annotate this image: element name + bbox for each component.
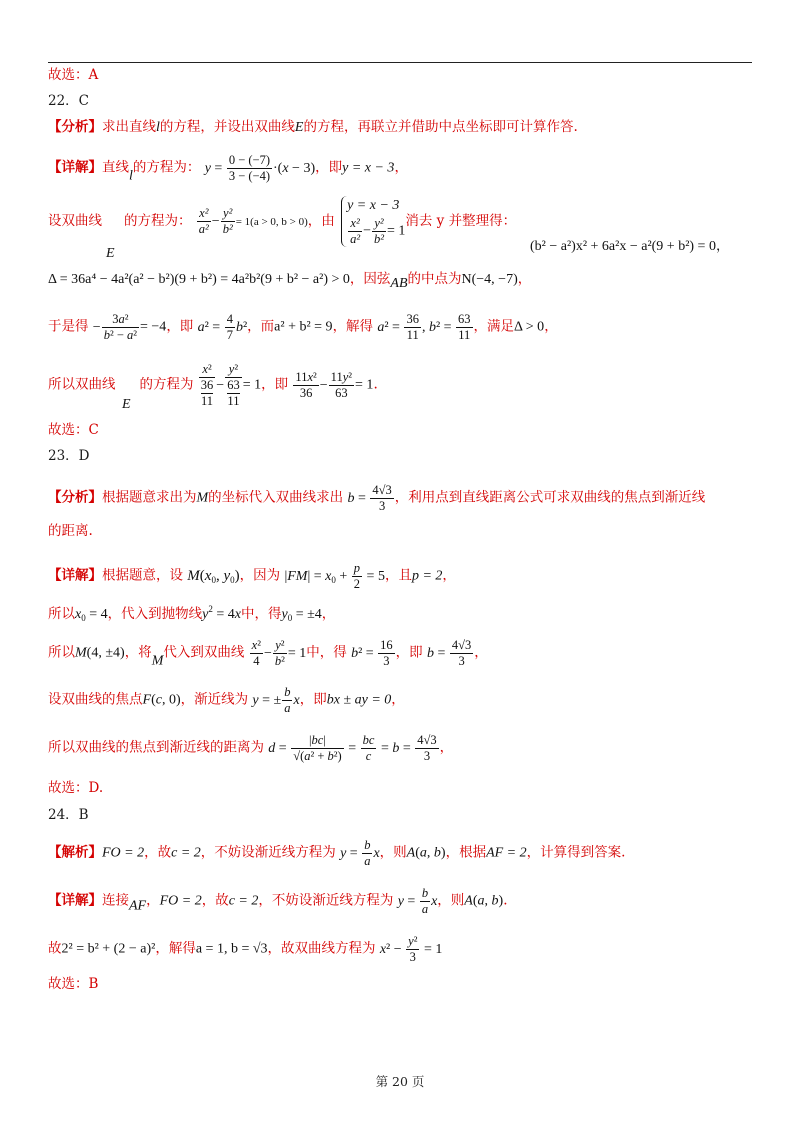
header-rule (48, 62, 752, 63)
question-24-heading: 24．B (48, 807, 89, 823)
detail-23-substitute: 所以M(4, ±4)，将M代入到双曲线 $\frac{\text{x²}}{4}$ − $\frac{\text{y²}}{\text{b²}}$ = 1中，得 b² = $\frac{16}{3}$ ，即 b = $\frac{4√3}{3}$ ， (48, 638, 488, 669)
detail-23-distance: 所以双曲线的焦点到渐近线的距离为 d = $\frac{|bc|}{\text{√(a² + b²)}}$ = $\frac{bc}{c}$ = b = $\frac{4√3}{3}$ ， (48, 733, 454, 763)
analysis-24: 【解析】FO = 2，故c = 2，不妨设渐近线方程为 y = $\frac{b}{a}$ x，则A(a, b)，根据AF = 2，计算得到答案. (48, 838, 626, 868)
detail-24-solve: 故2² = b² + (2 − a)²，解得a = 1, b = √3，故双曲线方程为 x² − $\frac{\text{y²}}{3}$ = 1 (48, 934, 443, 964)
answer-a: 故选：A (48, 67, 99, 83)
answer-b: 故选：B (48, 976, 99, 992)
detail-23: 【详解】根据题意，设 $M(x_0$, $y_0$)，因为 $|FM| = x_0$ + $\frac{p}{2}$ = 5，且p = 2， (48, 561, 456, 591)
detail-22-solve: 于是得 − $\frac{\text{3a²}}{\text{b² − a²}}$ = −4，即 a² = $\frac{4}{7}$ b²，而a² + b² = 9，解得 a² = $\frac{36}{11}$ , b² = $\frac{63}{11}$ ，满足Δ > 0， (48, 312, 558, 342)
question-22-heading: 22．C (48, 93, 90, 109)
detail-23-x0: 所以$x_0 = 4$，代入到抛物线$y^2 = 4x$中，得$y_0 = \pm 4$， (48, 604, 336, 623)
detail-22-line: 【详解】直线l的方程为： y = $\frac{0 - (-7)}{3 - (-4)}$ ·(x − 3)，即y = x − 3， (48, 153, 408, 184)
analysis-23-cont: 的距离. (48, 523, 93, 539)
detail-22-final-equation: 所以双曲线 的方程为 x² 36 11 − y² 63 11 = 1，即 $\frac{\text{11x²}}{36}$ − $\frac{\text{11y²}}{63}$ = 1. (48, 362, 378, 408)
page-number: 第 20 页 (375, 1074, 425, 1089)
question-23-heading: 23．D (48, 448, 90, 464)
detail-23-focus: 设双曲线的焦点F(c, 0)，渐近线为 y = ± $\frac{b}{a}$ x，即bx ± ay = 0， (48, 685, 405, 715)
detail-22-E-label: E (106, 246, 115, 261)
analysis-22: 【分析】求出直线l的方程，并设出双曲线E的方程，再联立并借助中点坐标即可计算作答. (48, 119, 578, 135)
analysis-23: 【分析】根据题意求出为M的坐标代入双曲线求出 b = $\frac{4√3}{3}$ ，利用点到直线距离公式可求双曲线的焦点到渐近线 (48, 483, 706, 513)
detail-22-hyperbola-setup: 设双曲线 的方程为： $\frac{\text{x²}}{\text{a²}}$ − $\frac{\text{y²}}{\text{b²}}$ = 1(a > 0, b > 0)，由 y = x − 3 $\frac{\text{x²}}{\text{a²}}$ − $\frac{\text{y²}}{\text{b²}}$ = 1 消去 y 并整理得： (48, 198, 517, 246)
detail-22-discriminant: Δ = 36a⁴ − 4a²(a² − b²)(9 + b²) = 4a²b²(9 + b² − a²) > 0，因弦AB的中点为N(−4, −7)， (48, 271, 532, 291)
detail-22-quadratic: (b² − a²)x² + 6a²x − a²(9 + b²) = 0， (530, 238, 730, 254)
answer-c: 故选：C (48, 422, 99, 438)
detail-24: 【详解】连接AF，FO = 2，故c = 2，不妨设渐近线方程为 y = $\frac{b}{a}$ x，则A(a, b). (48, 886, 508, 916)
detail-22-E-label-2: E (122, 397, 131, 412)
answer-d: 故选：D. (48, 780, 104, 796)
